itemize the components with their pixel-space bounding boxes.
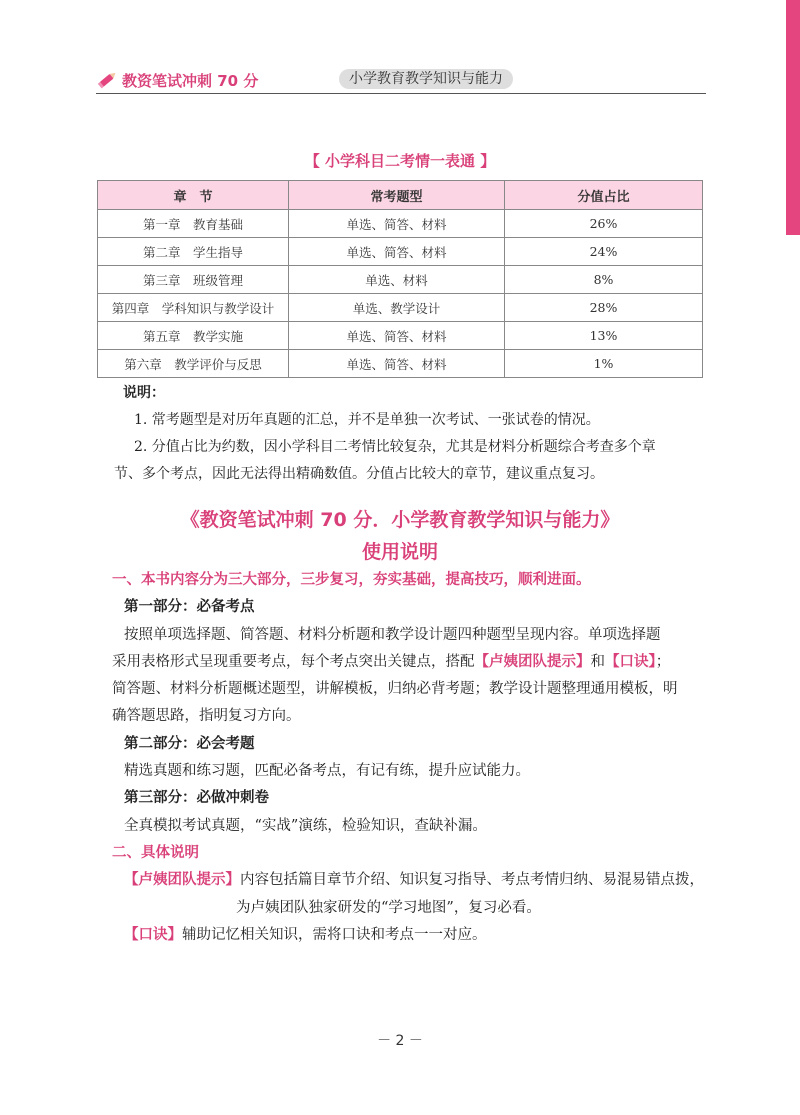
table-row [98, 350, 703, 378]
paragraph-text: 采用表格形式呈现重要考点，每个考点突出关键点，搭配 [112, 653, 475, 670]
chapter-cell: 第三章 班级管理 [98, 266, 289, 294]
detail-line [112, 922, 710, 949]
paragraph-text: 和 [590, 653, 605, 670]
column-header: 分值占比 [505, 181, 703, 210]
paragraph-line: 全真模拟考试真题，“实战”演练，检验知识，查缺补漏。 [124, 817, 487, 834]
column-header: 常考题型 [289, 181, 505, 210]
paragraph-text: 内容包括篇目章节介绍、知识复习指导、考点考情归纳、易混易错点拨， [240, 872, 704, 889]
part-heading: 第一部分：必备考点 [124, 599, 255, 616]
paragraph-line: 简答题、材料分析题概述题型，讲解模板，归纳必背考题；教学设计题整理通用模板，明 [112, 681, 678, 698]
table-header-row [98, 181, 703, 210]
table-row [98, 266, 703, 294]
running-header [96, 66, 706, 94]
paragraph-line [112, 649, 710, 676]
page-number: － 2 － [377, 1033, 423, 1049]
chapter-cell: 第一章 教育基础 [98, 210, 289, 238]
usage-book-title: 《教资笔试冲刺 70 分．小学教育教学知识与能力》 [180, 509, 620, 531]
question-type-cell: 单选、简答、材料 [289, 322, 505, 350]
mnemonic-tag: 【口诀】 [124, 926, 182, 943]
note-item: 2. 分值占比为约数，因小学科目二考情比较复杂，尤其是材料分析题综合考查多个章 [134, 439, 656, 455]
overview-table-title: 【 小学科目二考情一表通 】 [304, 152, 496, 170]
chapter-cell: 第五章 教学实施 [98, 322, 289, 350]
part-heading: 第二部分：必会考题 [124, 735, 255, 752]
header-subject-pill: 小学教育教学知识与能力 [339, 69, 513, 89]
tip-tag: 【卢姨团队提示】 [124, 872, 240, 889]
score-share-cell: 13% [505, 322, 703, 350]
note-item: 1. 常考题型是对历年真题的汇总，并不是单独一次考试、一张试卷的情况。 [134, 412, 600, 428]
paragraph-line: 按照单项选择题、简答题、材料分析题和教学设计题四种题型呈现内容。单项选择题 [124, 626, 661, 643]
paragraph-text: ； [655, 653, 671, 670]
paragraph-text: 辅助记忆相关知识，需将口诀和考点一一对应。 [182, 926, 487, 943]
header-book-title: 教资笔试冲刺 70 分 [122, 72, 259, 90]
table-notes [114, 380, 708, 488]
section-heading: 二、具体说明 [112, 845, 199, 861]
usage-section-two [112, 840, 710, 949]
note-item-continued: 节、多个考点，因此无法得出精确数值。分值占比较大的章节，建议重点复习。 [114, 466, 604, 482]
notes-title: 说明： [123, 385, 165, 401]
pencil-icon [96, 69, 118, 91]
mnemonic-tag: 【口诀】 [605, 653, 656, 670]
usage-title: 使用说明 [361, 541, 438, 563]
table-row [98, 210, 703, 238]
column-header: 章 节 [98, 181, 289, 210]
overview-table [97, 180, 703, 378]
question-type-cell: 单选、材料 [289, 266, 505, 294]
edge-color-tab [786, 0, 800, 235]
chapter-cell: 第四章 学科知识与教学设计 [98, 294, 289, 322]
score-share-cell: 1% [505, 350, 703, 378]
question-type-cell: 单选、教学设计 [289, 294, 505, 322]
section-heading: 一、本书内容分为三大部分，三步复习，夯实基础，提高技巧，顺利进面。 [112, 572, 591, 588]
table-row [98, 294, 703, 322]
score-share-cell: 26% [505, 210, 703, 238]
detail-line [112, 867, 710, 894]
paragraph-line: 确答题思路，指明复习方向。 [112, 708, 301, 725]
chapter-cell: 第二章 学生指导 [98, 238, 289, 266]
table-row [98, 322, 703, 350]
tip-tag: 【卢姨团队提示】 [474, 653, 591, 670]
score-share-cell: 24% [505, 238, 703, 266]
question-type-cell: 单选、简答、材料 [289, 210, 505, 238]
chapter-cell: 第六章 教学评价与反思 [98, 350, 289, 378]
paragraph-line: 精选真题和练习题，匹配必备考点，有记有练，提升应试能力。 [124, 763, 530, 780]
part-heading: 第三部分：必做冲刺卷 [124, 790, 269, 807]
header-rule [96, 93, 706, 94]
detail-line: 为卢姨团队独家研发的“学习地图”，复习必看。 [236, 899, 541, 916]
usage-section-one [112, 567, 710, 840]
table-row [98, 238, 703, 266]
score-share-cell: 8% [505, 266, 703, 294]
score-share-cell: 28% [505, 294, 703, 322]
question-type-cell: 单选、简答、材料 [289, 350, 505, 378]
question-type-cell: 单选、简答、材料 [289, 238, 505, 266]
